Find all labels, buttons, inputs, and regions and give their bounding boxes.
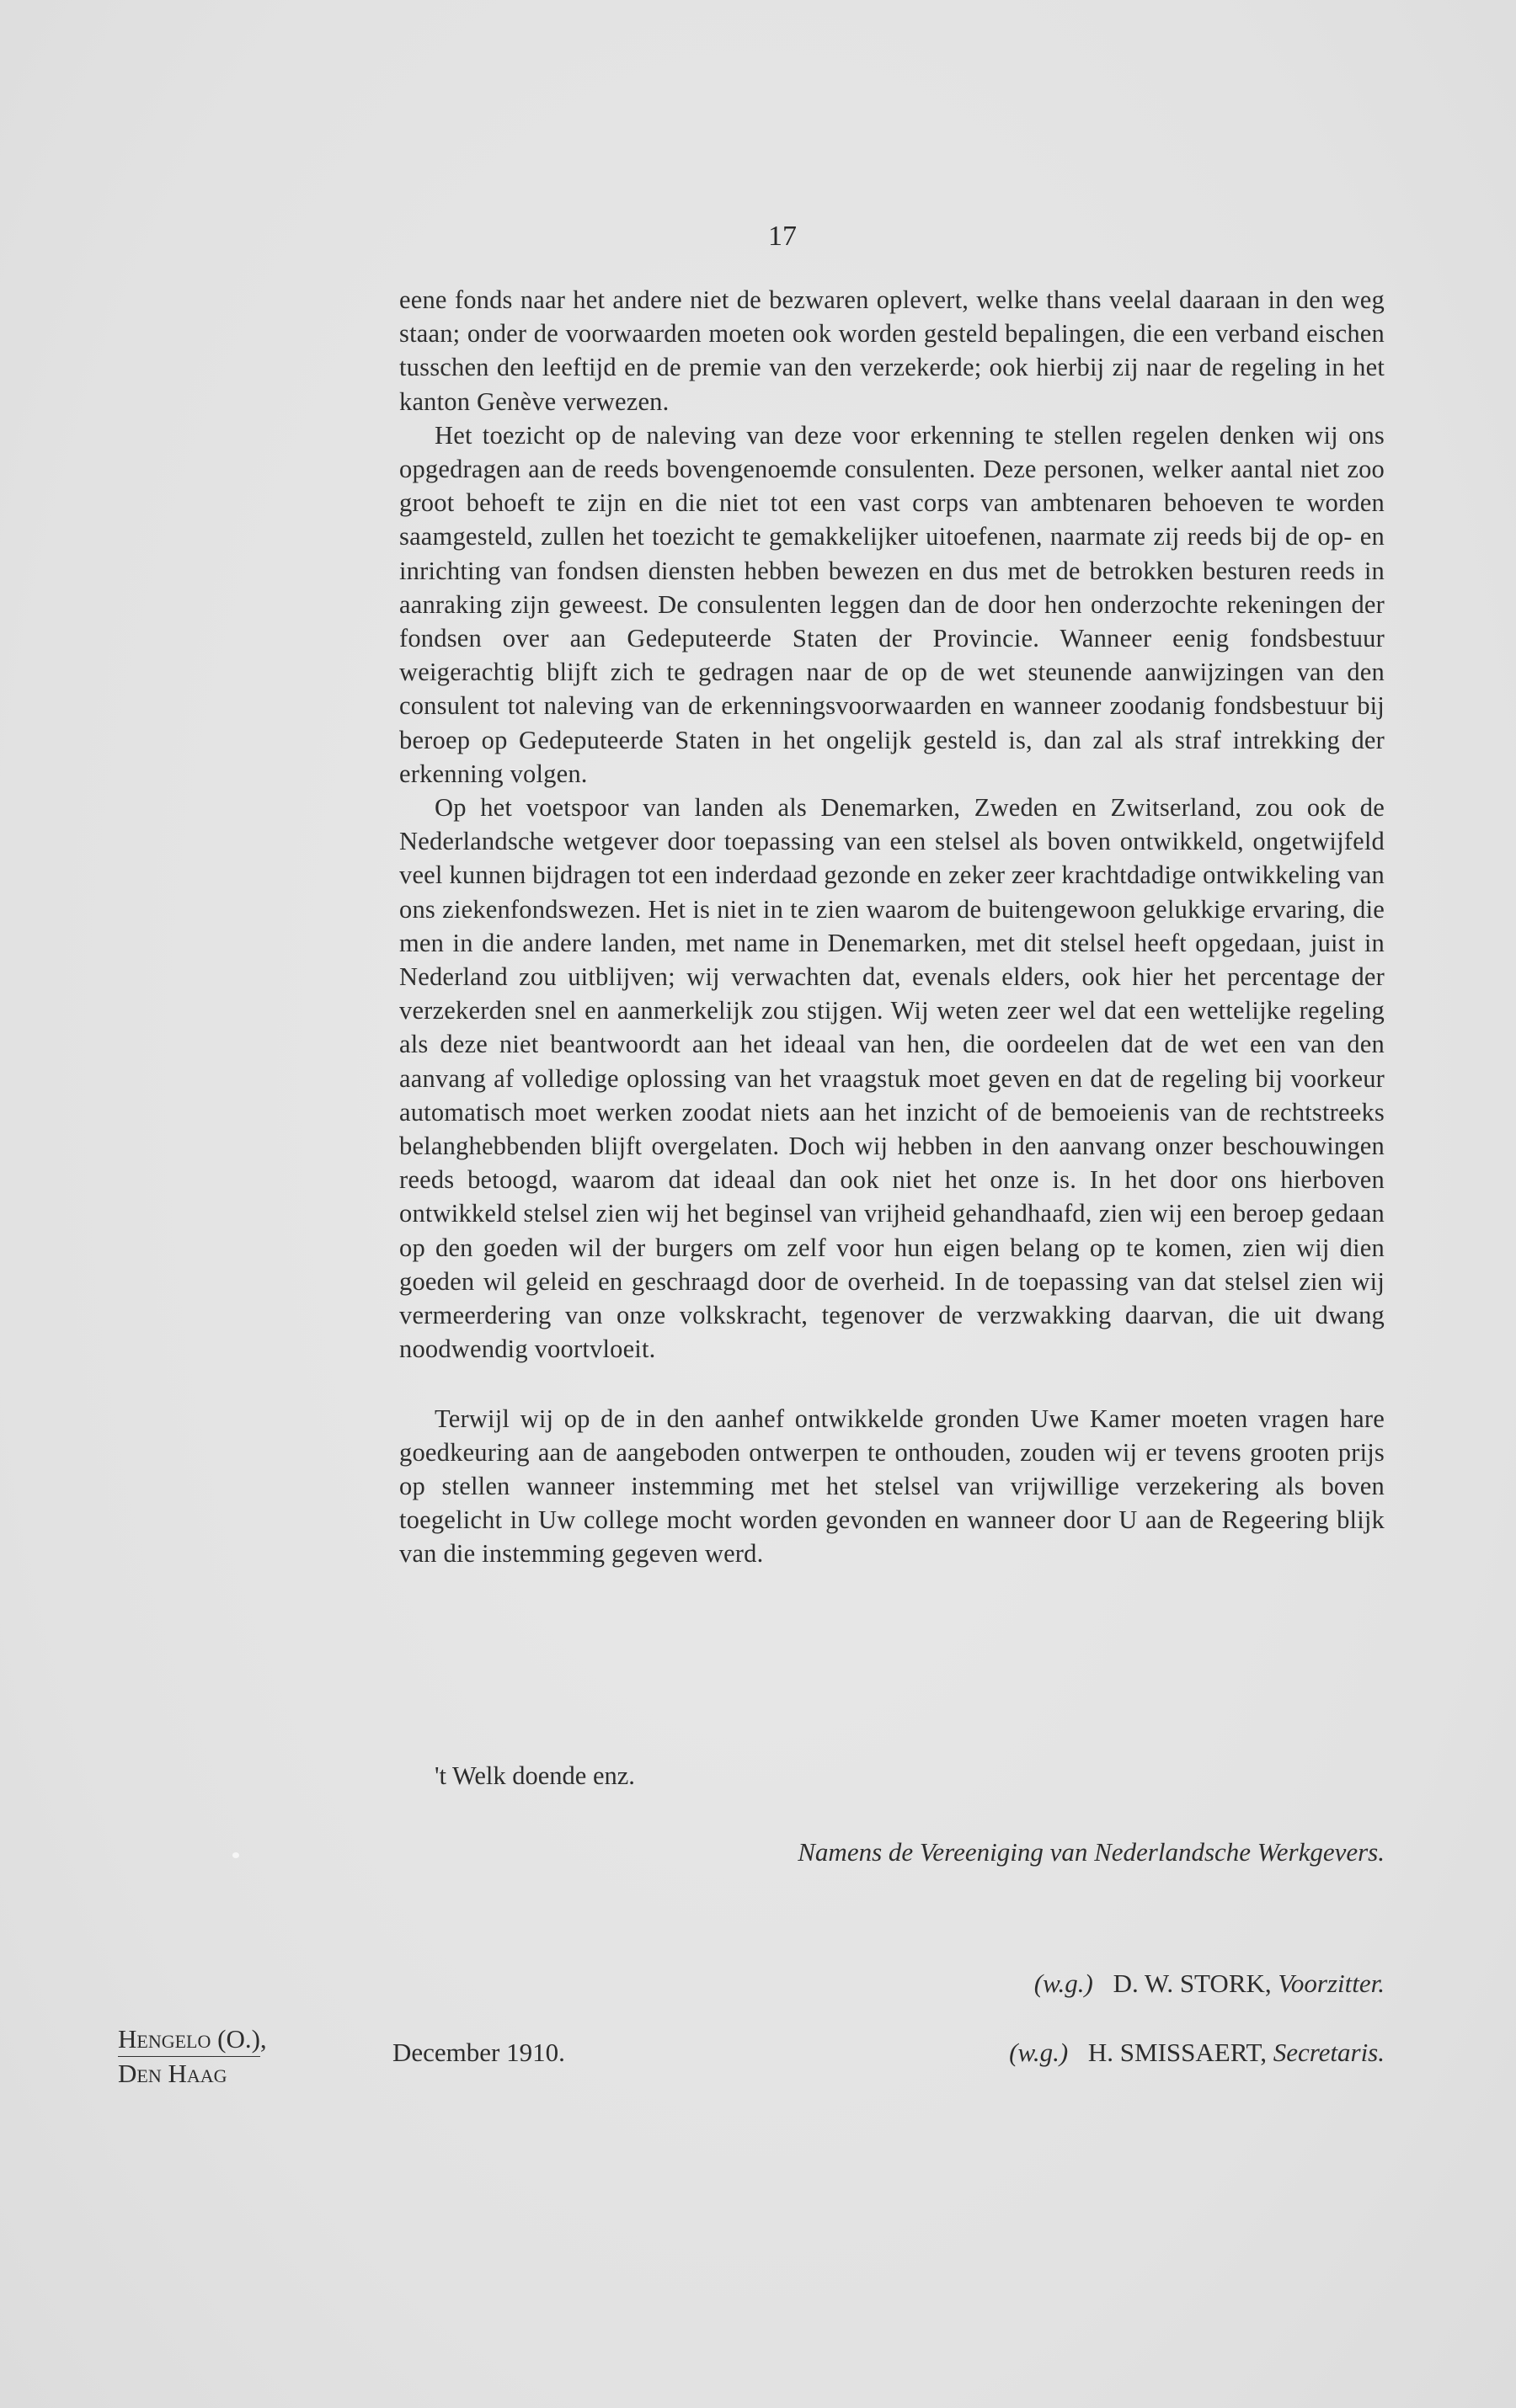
paragraph: Op het voetspoor van landen als Denemarken, Zweden en Zwitserland, zou ook de Nederlandsche wetgever door toepassing van een stelsel als boven ontwikkeld, ongetwijfeld veel kunnen bijdragen tot een inderdaad gezonde en zeker zeer krachtdadige ontwikkeling van ons ziekenfondswezen. Het is niet in te zien waarom de buitengewoon gelukkige ervaring, die men in die andere landen, met name in Denemarken, met dit stelsel heeft opgedaan, juist in Nederland zou uitblijven; wij verwachten dat, evenals elders, ook hier het percentage der verzekerden snel en aanmerkelijk zou stijgen. Wij weten zeer wel dat een wettelijke regeling als deze niet beantwoordt aan het ideaal van hen, die oordeelen dat de wet een van den aanvang af volledige oplossing van het vraagstuk moet geven en dat de regeling bij voorkeur automatisch moet werken zoodat niets aan het inzicht of de bemoeienis van de rechtstreeks belanghebbenden blijft overgelaten. Doch wij hebben in den aanvang onzer beschouwingen reeds betoogd, waarom dat ideaal dan ook niet het onze is. In het door ons hierboven ontwikkeld stelsel zien wij het beginsel van vrijheid gehandhaafd, zien wij een beroep gedaan op den goeden wil der burgers om zelf voor hun eigen belang op te komen, zien wij dien goeden wil geleid en geschraagd door de overheid. In de toepassing van dat stelsel zien wij vermeerdering van onze volkskracht, tegenover de verzwakking daarvan, die uit dwang noodwendig voortvloeit.	[399, 793, 1385, 1364]
paper-speck	[232, 1852, 239, 1858]
signatory-role: Voorzitter.	[1278, 1968, 1385, 1998]
signed-mark: (w.g.)	[1009, 2038, 1069, 2067]
signatory-name: D. W. STORK,	[1113, 1968, 1272, 1998]
signatory-role: Secretaris.	[1273, 2038, 1385, 2067]
on-behalf-of-line: Namens de Vereeniging van Nederlandsche Werkgevers.	[798, 1837, 1385, 1867]
paragraph: Terwijl wij op de in den aanhef ontwikkelde gronden Uwe Kamer moeten vragen hare goedkeuring aan de aangeboden ontwerpen te onthouden, zouden wij er tevens grooten prijs op stellen wanneer instemming met het stelsel van vrijwillige verzekering als boven toegelicht in Uw college mocht worden gevonden en wanneer door U aan de Regeering blijk van die instemming gegeven werd.	[399, 1404, 1385, 1569]
place-comma: ,	[259, 2024, 267, 2054]
body-text	[399, 283, 1385, 1571]
paragraph: eene fonds naar het andere niet de bezwaren oplevert, welke thans veelal daaraan in den weg staan; onder de voorwaarden moeten ook worden gesteld bepalingen, die een verband eischen tusschen den leeftijd en de premie van den verzekerde; ook hierbij zij naar de regeling in het kanton Genève verwezen.	[399, 285, 1385, 416]
place-of-signing	[118, 2022, 267, 2091]
signature-secretary	[1009, 2038, 1385, 2068]
date-of-signing: December 1910.	[392, 2038, 565, 2067]
page-number: 17	[768, 221, 797, 252]
paragraph: Het toezicht op de naleving van deze voor erkenning te stellen regelen denken wij ons opgedragen aan de reeds bovengenoemde consulenten. Deze personen, welker aantal niet zoo groot behoeft te zijn en die niet tot een vast corps van ambtenaren behoeven te worden saamgesteld, zullen het toezicht te gemakkelijker uitoefenen, naarmate zij reeds bij de op- en inrichting van fondsen diensten hebben bewezen en dus met de betrokken besturen reeds in aanraking zijn geweest. De consulenten leggen dan de door hen onderzochte rekeningen der fondsen over aan Gedeputeerde Staten der Provincie. Wanneer eenig fondsbestuur weigerachtig blijft zich te gedragen naar de op de wet steunende aanwijzingen van den consulent tot naleving van de erkenningsvoorwaarden en wanneer zoodanig fondsbestuur bij beroep op Gedeputeerde Staten in het ongelijk gesteld is, dan zal als straf intrekking der erkenning volgen.	[399, 420, 1385, 788]
signed-mark: (w.g.)	[1033, 1968, 1093, 1998]
closing-formula: 't Welk doende enz.	[435, 1761, 635, 1790]
signature-chairman	[1034, 1968, 1385, 1999]
signatory-name: H. SMISSAERT,	[1087, 2038, 1267, 2067]
place-line-1: Hengelo (O.)	[118, 2022, 260, 2057]
place-line-2: Den Haag	[118, 2059, 227, 2088]
